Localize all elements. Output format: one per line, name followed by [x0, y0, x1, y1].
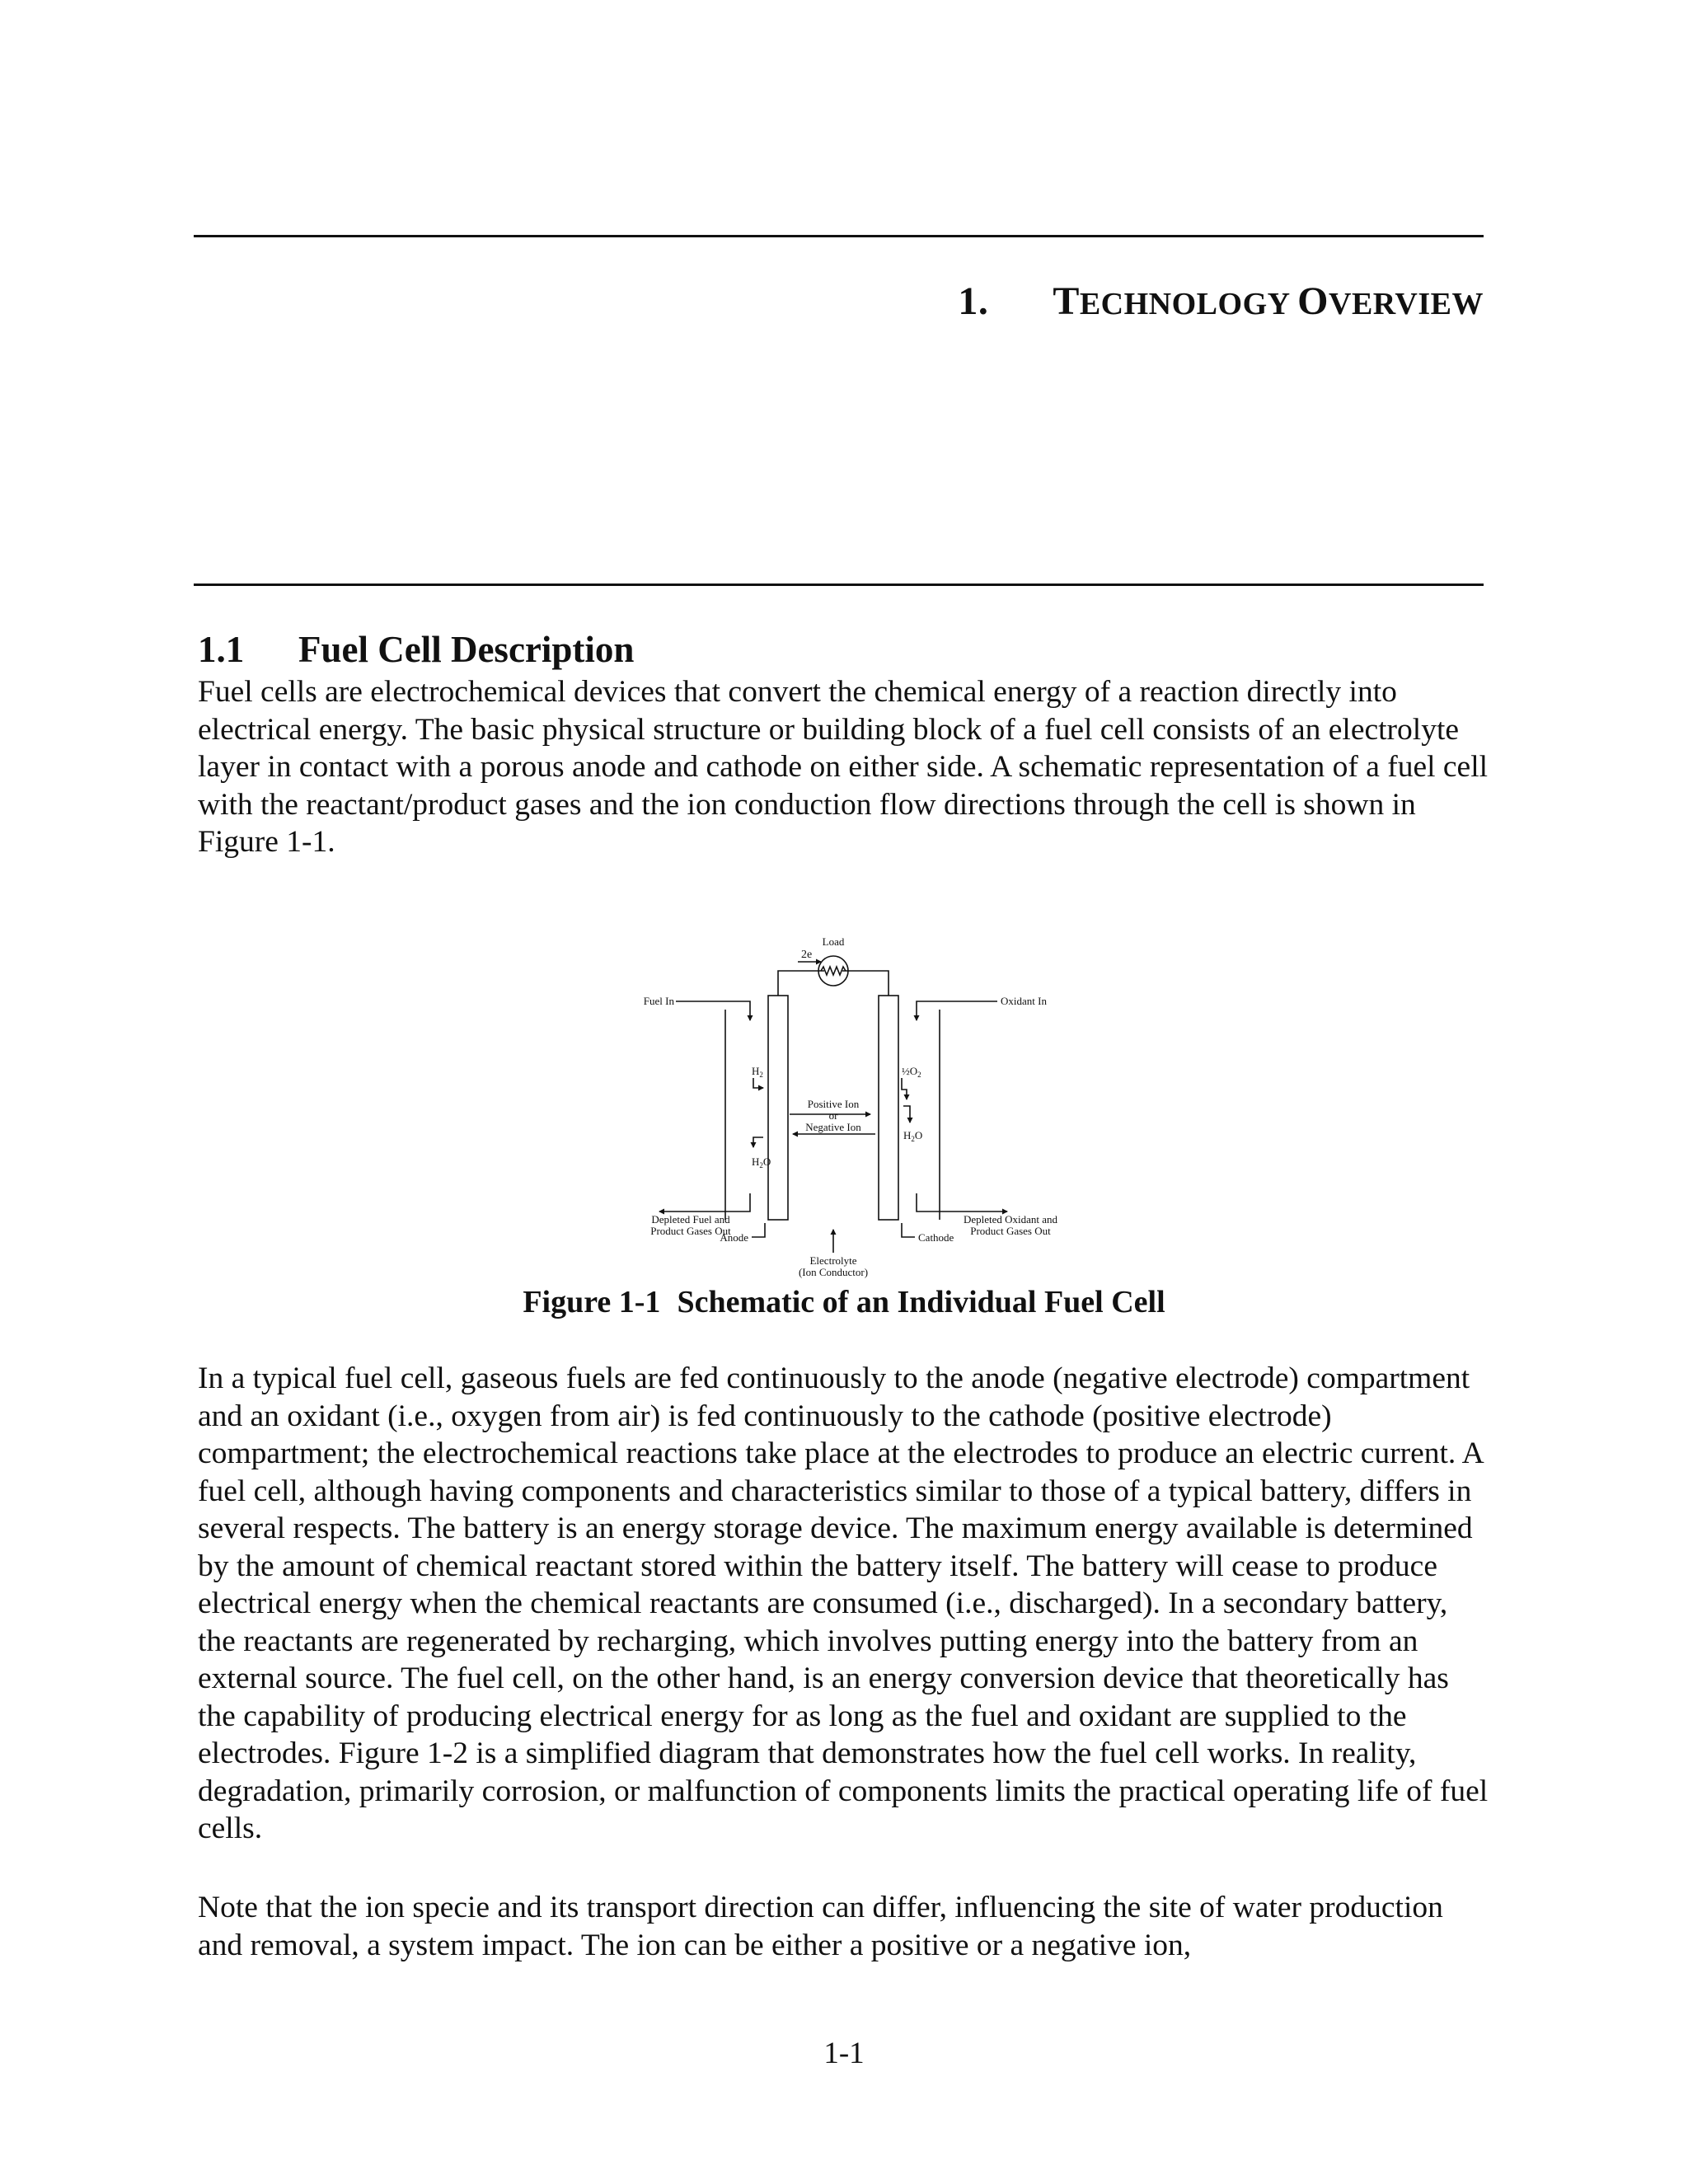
anode-plate: [768, 996, 788, 1220]
depleted-oxidant-label-2: Product Gases Out: [970, 1225, 1051, 1237]
bottom-horizontal-rule: [194, 583, 1484, 586]
oxidant-in-arrow: [917, 1001, 997, 1020]
h2o-cathode-label: $H_2O$: [903, 1129, 923, 1143]
section-heading: [198, 628, 634, 671]
cathode-pointer: [902, 1223, 915, 1237]
load-label: Load: [822, 935, 845, 948]
electron-label: 2e: [801, 949, 813, 961]
h2-arrow: [753, 1078, 763, 1088]
depleted-oxidant-label-1: Depleted Oxidant and: [963, 1213, 1058, 1226]
anode-pointer: [752, 1223, 765, 1237]
cathode-label: Cathode: [918, 1231, 954, 1244]
circuit-wire-left: [778, 971, 824, 996]
h2o-cathode-arrow: [903, 1106, 910, 1122]
chapter-number: 1.: [958, 279, 989, 323]
fuel-cell-schematic: [610, 931, 1071, 1286]
paragraph-ion-specie: Note that the ion specie and its transport direction can differ, influencing the site of water production and removal, a system impact. The ion can be either a positive or a negative ion,: [198, 1891, 1443, 1962]
oxygen-arrow: [902, 1078, 907, 1099]
fuel-in-label: Fuel In: [643, 995, 674, 1007]
section-title: Fuel Cell Description: [298, 629, 635, 670]
page-number: 1-1: [823, 2036, 865, 2070]
anode-label: Anode: [720, 1231, 748, 1244]
section-number: 1.1: [198, 629, 245, 670]
depleted-oxidant-arrow: [917, 1193, 1007, 1212]
fuel-cell-diagram-svg: [610, 931, 1071, 1286]
depleted-fuel-arrow: [659, 1193, 750, 1212]
figure-caption-text: Schematic of an Individual Fuel Cell: [677, 1285, 1165, 1319]
h2o-anode-arrow: [753, 1137, 763, 1147]
chapter-title-text: TECHNOLOGY OVERVIEW: [1053, 279, 1484, 323]
depleted-fuel-label-1: Depleted Fuel and: [651, 1213, 730, 1226]
half-o2-label: $\frac{1}{2}O_2$: [902, 1065, 921, 1079]
resistor-zigzag-icon: [821, 967, 846, 975]
negative-ion-label: Negative Ion: [805, 1121, 861, 1133]
positive-ion-label: Positive Ion: [807, 1098, 860, 1110]
circuit-wire-right: [842, 971, 889, 996]
figure-caption: [0, 1284, 1688, 1320]
fuel-in-arrow: [676, 1001, 750, 1020]
electrolyte-label-2: (Ion Conductor): [798, 1266, 869, 1278]
paragraph-intro: Fuel cells are electrochemical devices that convert the chemical energy of a reaction directly into electrical energy. The basic physical structure or building block of a fuel cell consists of an electrolyte layer in contact with a porous anode and cathode on either side. A schematic representation of a fuel cell with the reactant/product gases and the ion conduction flow directions through the cell is shown in Figure 1-1.: [198, 675, 1489, 859]
oxidant-in-label: Oxidant In: [1001, 995, 1047, 1007]
chapter-title: [958, 279, 1484, 324]
top-horizontal-rule: [194, 235, 1484, 237]
ion-or-label: or: [828, 1109, 838, 1122]
depleted-fuel-label-2: Product Gases Out: [650, 1225, 731, 1237]
cathode-plate: [879, 996, 898, 1220]
paragraph-typical-fuel-cell: In a typical fuel cell, gaseous fuels are fed continuously to the anode (negative electrode) compartment and an oxidant (i.e., oxygen from air) is fed continuously to the cathode (positive electrode) compartment; the electrochemical reactions take place at the electrodes to produce an electric current. A fuel cell, although having components and characteristics similar to those of a typical battery, differs in several respects. The battery is an energy storage device. The maximum energy available is determined by the amount of chemical reactant stored within the battery itself. The battery will cease to produce electrical energy when the chemical reactants are consumed (i.e., discharged). In a secondary battery, the reactants are regenerated by recharging, which involves putting energy into the battery from an external source. The fuel cell, on the other hand, is an energy conversion device that theoretically has the capability of producing electrical energy for as long as the fuel and oxidant are supplied to the electrodes. Figure 1-2 is a simplified diagram that demonstrates how the fuel cell works. In reality, degradation, primarily corrosion, or malfunction of components limits the practical operating life of fuel cells.: [198, 1361, 1489, 1845]
h2o-anode-label: $H_2O$: [752, 1155, 771, 1169]
figure-label: Figure 1-1: [523, 1285, 661, 1319]
h2-label: $H_2$: [752, 1065, 763, 1079]
electrolyte-label-1: Electrolyte: [809, 1254, 857, 1267]
